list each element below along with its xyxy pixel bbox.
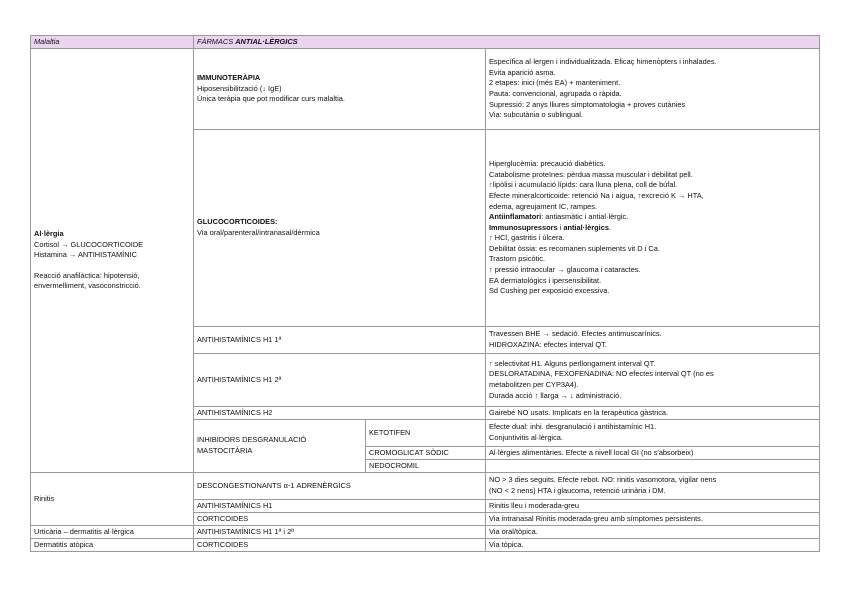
drug-urticaria: ANTIHISTAMÍNICS H1 1ª i 2ª (194, 526, 486, 539)
drug-rinitis-corticoides: CORTICOIDES (194, 513, 486, 526)
note-line: Conjuntivitis al·lèrgica. (489, 433, 563, 442)
note-line: ↑ pressió intraocular → glaucoma i cataractes. (489, 265, 641, 275)
note-line: Pauta: convencional, agrupada o ràpida. (489, 89, 622, 98)
table-row (31, 473, 820, 500)
note-line: Via: subcutània o sublingual. (489, 110, 583, 120)
drug-sub: Hiposensibilització (↓ IgE) (197, 83, 282, 93)
note-line: ↑ HCl, gastritis i úlcera. (489, 233, 565, 243)
note-text: : antiasmàtic i antial·lèrgic. (541, 212, 629, 222)
note-line: Efecte dual: inhi. desgranulació i antihistamínic H1. (489, 422, 657, 432)
note-line: Efecte mineralcorticoide: retenció Na i aigua, ↑excreció K → HTA, (489, 190, 704, 200)
notes-dermatitis: Via tòpica. (486, 539, 820, 552)
header-farmacs-prefix: FÀRMACS (197, 36, 234, 46)
drug-title: IMMUNOTERÀPIA (197, 73, 261, 83)
note-text: . (608, 222, 611, 232)
notes-cromoglicat: Al·lèrgies alimentàries. Efecte a nivell local GI (no s'absorbeix) (486, 447, 820, 460)
note-line: (NO < 2 nens) HTA i glaucoma, retenció urinària i DM. (489, 486, 666, 495)
drug-title: DESCONGESTIONANTS (197, 480, 284, 490)
note-line: ↑lipòlisi i acumulació lípids: cara lluna plena, coll de búfal. (489, 180, 678, 190)
note-line: DESLORATADINA, FEXOFENADINA: NO efectes interval QT (no es (489, 369, 714, 379)
note-line (489, 223, 816, 234)
notes-immunoterapia (486, 49, 820, 130)
disease-line: Reacció anafilàctica: hipotensió, (34, 270, 140, 280)
note-line: 2 etapes: inici (més EA) + manteniment. (489, 78, 621, 88)
header-farmacs-title: ANTIAL·LÈRGICS (235, 36, 298, 46)
notes-rinitis-corticoides: Via intranasal Rinitis moderada-greu amb símptomes persistents. (486, 513, 820, 526)
disease-title: Al·lèrgia (34, 229, 64, 239)
drug-dermatitis: CORTICOIDES (194, 539, 486, 552)
drug-cromoglicat: CROMOGLICAT SÒDIC (366, 447, 486, 460)
note-line: Trastorn psicòtic. (489, 254, 545, 264)
note-line: edema, agreujament IC, rampes. (489, 201, 598, 211)
drug-rinitis-h1: ANTIHISTAMÍNICS H1 (194, 500, 486, 513)
note-bold: Antiinflamatori (489, 212, 542, 222)
drug-title: INHIBIDORS DESGRANULACIÓ (197, 435, 307, 445)
drug-glucocorticoides (194, 130, 486, 327)
note-line: Debilitat òssia: es recomanen suplements vit D i Ca. (489, 243, 660, 253)
header-malaltia: Malaltia (31, 36, 194, 49)
drug-title: -1 ADRENÈRGICS (287, 480, 351, 490)
drug-ketotifen: KETOTIFEN (366, 420, 486, 447)
notes-descongestionants (486, 473, 820, 500)
drug-title: MASTOCITÀRIA (197, 446, 253, 455)
note-line: ↑ selectivitat H1. Alguns perllongament interval QT. (489, 358, 656, 368)
notes-glucocorticoides (486, 130, 820, 327)
antiallergic-drugs-table (30, 35, 820, 552)
table-row (31, 526, 820, 539)
note-line: EA dermatològics i ipersensibilitat. (489, 275, 602, 285)
drug-h2: ANTIHISTAMÍNICS H2 (194, 407, 486, 420)
table-row (31, 49, 820, 130)
drug-h1-1: ANTIHISTAMÍNICS H1 1ª (194, 327, 486, 354)
drug-sub: Única teràpia que pot modificar curs malaltia. (197, 94, 345, 104)
note-line: HIDROXAZINA: efectes interval QT. (489, 340, 607, 349)
disease-rinitis: Rinitis (31, 473, 194, 526)
notes-nedocromil (486, 460, 820, 473)
note-text: i (557, 222, 564, 232)
drug-nedocromil: NEDOCROMIL (366, 460, 486, 473)
drug-title: GLUCOCORTICOIDES: (197, 217, 278, 227)
note-line: Travessen BHE → sedació. Efectes antimuscarínics. (489, 329, 662, 339)
notes-rinitis-h1: Rinitis lleu i moderada-greu (486, 500, 820, 513)
disease-urticaria: Urticària – dermatitis al·lèrgica (31, 526, 194, 539)
drug-immunoterapia (194, 49, 486, 130)
alpha-symbol: α (283, 480, 288, 490)
header-farmacs (194, 36, 820, 49)
disease-dermatitis: Dermatitis atòpica (31, 539, 194, 552)
drug-sub: Via oral/parenteral/intranasal/dèrmica (197, 228, 320, 237)
note-line (489, 212, 816, 223)
note-line: Evita aparició asma. (489, 67, 556, 77)
note-line: Específica al·lergen i individualitzada. Eficaç himenòpters i inhalades. (489, 57, 717, 67)
table-row (31, 539, 820, 552)
disease-allergia (31, 49, 194, 473)
notes-h2: Gairebé NO usats. Implicats en la terapèutica gàstrica. (486, 407, 820, 420)
note-line: Catabolisme proteïnes: pèrdua massa muscular i debilitat pell. (489, 169, 693, 179)
notes-urticaria: Via oral/tòpica. (486, 526, 820, 539)
drug-descongestionants (194, 473, 486, 500)
disease-line: envermelliment, vasoconstricció. (34, 281, 141, 291)
table-header-row (31, 36, 820, 49)
note-line: NO > 3 dies seguits. Efecte rebot. NO: rinitis vasomotora, vigilar nens (489, 475, 717, 485)
note-line: Sd Cushing per exposició excessiva. (489, 286, 610, 296)
note-line: metabolitzen per CYP3A4). (489, 380, 579, 389)
note-line: Durada acció ↑ llarga → ↓ administració. (489, 390, 622, 400)
notes-ketotifen (486, 420, 820, 447)
note-line: Supressió: 2 anys lliures simptomatologia + proves cutànies (489, 99, 686, 109)
disease-line: Histamina → ANTIHISTAMÍNIC (34, 250, 137, 260)
note-line: Hiperglucèmia: precaució diabètics. (489, 159, 606, 169)
note-bold: antial·lèrgics (563, 222, 609, 232)
disease-line: Cortisol → GLUCOCORTICOIDE (34, 239, 144, 249)
note-bold: Immunosupressors (489, 222, 558, 232)
drug-mastocitaria (194, 420, 366, 473)
notes-h1-2 (486, 354, 820, 407)
notes-h1-1 (486, 327, 820, 354)
drug-h1-2: ANTIHISTAMÍNICS H1 2ª (194, 354, 486, 407)
